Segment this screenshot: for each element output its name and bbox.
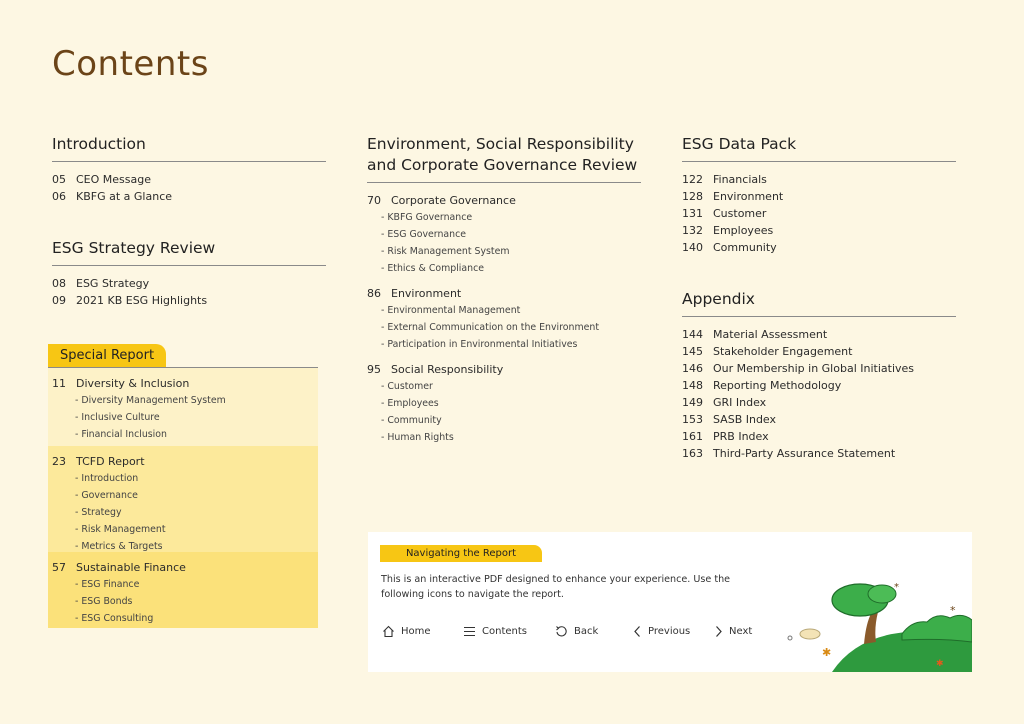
toc-entry[interactable]: 05 CEO Message [52, 173, 151, 186]
toc-entry[interactable]: 149 GRI Index [682, 396, 767, 409]
toc-subentry[interactable]: - Ethics & Compliance [381, 263, 485, 274]
toc-subentry[interactable]: - External Communication on the Environment [381, 322, 599, 333]
toc-entry[interactable]: 122 Financials [682, 173, 767, 186]
landscape-illustration [782, 572, 972, 672]
svg-text:*: * [950, 604, 956, 617]
contents-button[interactable]: Contents [463, 625, 527, 638]
toc-subentry[interactable]: - Risk Management [75, 524, 166, 535]
toc-entry[interactable]: 08 ESG Strategy [52, 277, 150, 290]
back-icon [555, 625, 568, 638]
home-button[interactable]: Home [382, 625, 431, 638]
toc-entry[interactable]: 161 PRB Index [682, 430, 769, 443]
toc-entry[interactable]: 145 Stakeholder Engagement [682, 345, 853, 358]
strategy-section [52, 238, 326, 309]
toc-entry[interactable]: 144 Material Assessment [682, 328, 828, 341]
toc-subentry[interactable]: - Introduction [75, 473, 139, 484]
toc-subentry[interactable]: - Human Rights [381, 432, 454, 443]
toc-entry[interactable]: 09 2021 KB ESG Highlights [52, 294, 208, 307]
toc-subentry[interactable]: - Risk Management System [381, 246, 510, 257]
toc-subentry[interactable]: - Community [381, 415, 442, 426]
toc-subentry[interactable]: - KBFG Governance [381, 212, 473, 223]
back-button[interactable]: Back [555, 625, 598, 638]
toc-entry[interactable]: 132 Employees [682, 224, 774, 237]
toc-entry[interactable]: 70 Corporate Governance [367, 194, 516, 207]
toc-entry[interactable]: 131 Customer [682, 207, 767, 220]
toc-entry[interactable]: 148 Reporting Methodology [682, 379, 842, 392]
toc-subentry[interactable]: - Inclusive Culture [75, 412, 160, 423]
toc-subentry[interactable]: - Employees [381, 398, 439, 409]
toc-entry[interactable]: 163 Third-Party Assurance Statement [682, 447, 896, 460]
datapack-section [682, 134, 956, 256]
toc-entry[interactable]: 86 Environment [367, 287, 462, 300]
toc-subentry[interactable]: - Metrics & Targets [75, 541, 163, 552]
navigation-description: This is an interactive PDF designed to enhance your experience. Use the following icons to navigate the report. [381, 574, 731, 600]
datapack-heading: ESG Data Pack [682, 134, 956, 162]
toc-subentry[interactable]: - Financial Inclusion [75, 429, 167, 440]
appendix-heading: Appendix [682, 289, 956, 317]
special-section-diversity [48, 368, 318, 446]
page-title: Contents [52, 44, 209, 84]
toc-subentry[interactable]: - Participation in Environmental Initiatives [381, 339, 578, 350]
toc-entry[interactable]: 57 Sustainable Finance [52, 561, 186, 574]
toc-subentry[interactable]: - Governance [75, 490, 138, 501]
toc-entry[interactable]: 153 SASB Index [682, 413, 777, 426]
home-icon [382, 625, 395, 638]
chevron-left-icon [633, 625, 642, 638]
special-section-sustainable-finance [48, 552, 318, 628]
review-section [367, 134, 641, 446]
svg-text:✱: ✱ [936, 659, 944, 669]
chevron-right-icon [714, 625, 723, 638]
navigation-tab: Navigating the Report [380, 545, 542, 562]
toc-subentry[interactable]: - ESG Governance [381, 229, 467, 240]
toc-entry[interactable]: 95 Social Responsibility [367, 363, 504, 376]
toc-subentry[interactable]: - ESG Bonds [75, 596, 133, 607]
toc-entry[interactable]: 146 Our Membership in Global Initiatives [682, 362, 915, 375]
toc-entry[interactable]: 140 Community [682, 241, 777, 254]
appendix-section [682, 289, 956, 462]
toc-subentry[interactable]: - ESG Finance [75, 579, 140, 590]
review-heading: Environment, Social Responsibility and Corporate Governance Review [367, 134, 641, 183]
toc-entry[interactable]: 128 Environment [682, 190, 784, 203]
toc-entry[interactable]: 23 TCFD Report [52, 455, 145, 468]
navigation-panel [368, 532, 972, 672]
toc-subentry[interactable]: - ESG Consulting [75, 613, 154, 624]
svg-text:*: * [894, 582, 899, 593]
toc-subentry[interactable]: - Strategy [75, 507, 122, 518]
special-report-tab: Special Report [48, 344, 166, 367]
svg-text:✱: ✱ [822, 646, 832, 659]
toc-subentry[interactable]: - Environmental Management [381, 305, 521, 316]
toc-subentry[interactable]: - Diversity Management System [75, 395, 226, 406]
introduction-heading: Introduction [52, 134, 326, 162]
previous-button[interactable]: Previous [633, 625, 690, 638]
menu-icon [463, 625, 476, 638]
introduction-section [52, 134, 326, 205]
special-section-tcfd [48, 446, 318, 552]
toc-entry[interactable]: 06 KBFG at a Glance [52, 190, 173, 203]
next-button[interactable]: Next [714, 625, 752, 638]
toc-subentry[interactable]: - Customer [381, 381, 433, 392]
toc-entry[interactable]: 11 Diversity & Inclusion [52, 377, 190, 390]
strategy-heading: ESG Strategy Review [52, 238, 326, 266]
